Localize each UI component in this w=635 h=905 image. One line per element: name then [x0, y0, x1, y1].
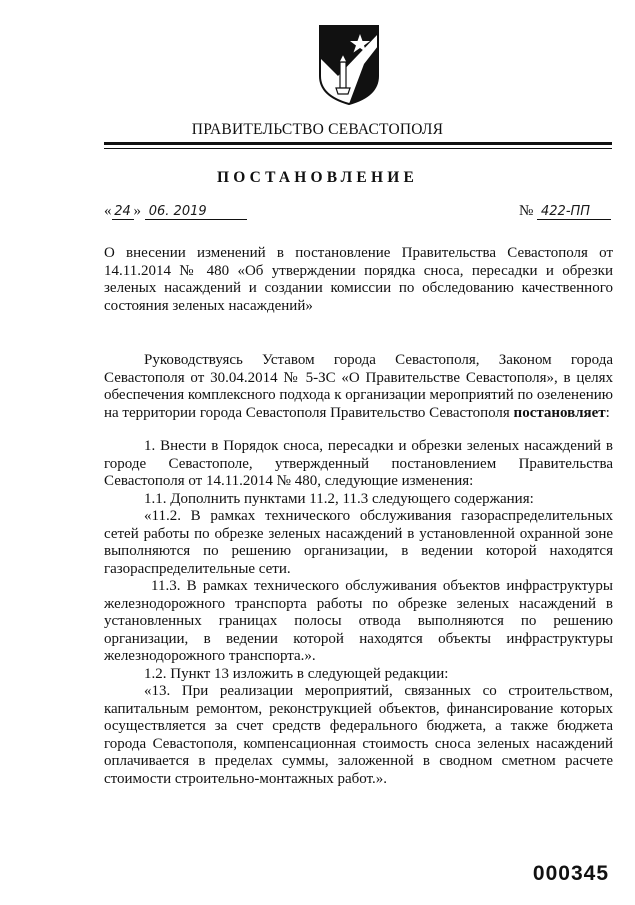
paragraph-11-2: «11.2. В рамках технического обслуживания газораспределительных сетей работы по обрезке зеленых насаждений в установленной охранной зоне выполняются по решению организации, в ведении которой находятся газораспределительные сети.	[104, 508, 613, 577]
government-title: ПРАВИТЕЛЬСТВО СЕВАСТОПОЛЯ	[191, 121, 444, 138]
header-rule-thin	[104, 148, 612, 149]
document-body	[104, 352, 613, 788]
paragraph-1-1: 1.1. Дополнить пунктами 11.2, 11.3 следующего содержания:	[144, 490, 534, 507]
date-month-year: 06. 2019	[145, 204, 247, 220]
preamble-keyword: постановляет	[513, 404, 606, 421]
document-type-heading: ПОСТАНОВЛЕНИЕ	[216, 169, 419, 186]
number-value: 422-ПП	[537, 204, 611, 220]
number-prefix: №	[518, 203, 534, 219]
preamble-text: Руководствуясь Уставом города Севастополя, Законом города Севастополя от 30.04.2014 № 5-ЗС «О Правительстве Севастополя», в целях обеспечения комплексного подхода к организации мероприятий по озеленению на территории города Севастополя Правительство Севастополя	[104, 352, 613, 421]
coat-of-arms-icon	[318, 24, 380, 106]
paragraph-13: «13. При реализации мероприятий, связанных со строительством, капитальным ремонтом, реконструкцией объектов, финансирование которых осуществляется за счет средств федерального бюджета, а также бюджета города Севастополя, компенсационная стоимость сноса зеленых насаждений оплачивается в пределах суммы, заложенной в сводном сметном расчете стоимости строительно-монтажных работ.».	[104, 683, 613, 787]
paragraph-1-2: 1.2. Пункт 13 изложить в следующей редакции:	[144, 665, 449, 682]
serial-number: 000345	[532, 862, 609, 885]
preamble-paragraph	[104, 352, 613, 422]
paragraph-11-3: 11.3. В рамках технического обслуживания объектов инфраструктуры железнодорожного транспорта работы по обрезке зеленых насаждений в установленных границах полосы отвода выполняются по решению организации, в ведении которой находятся объекты инфраструктуры железнодорожного транспорта.».	[104, 578, 613, 664]
date-day: 24	[112, 204, 134, 220]
document-number	[519, 203, 611, 220]
paragraph-1: 1. Внести в Порядок сноса, пересадки и обрезки зеленых насаждений в городе Севастополе, утвержденный постановлением Правительства Севастополя от 14.11.2014 № 480, следующие изменения:	[104, 438, 613, 489]
date-open-quote: «	[104, 203, 112, 219]
document-subject: О внесении изменений в постановление Правительства Севастополя от 14.11.2014 № 480 «Об утверждении порядка сноса, пересадки и обрезки зеленых насаждений и создании комиссии по обследованию качественного состояния зеленых насаждений»	[104, 245, 613, 314]
date-close-quote: »	[133, 203, 141, 219]
preamble-colon: :	[605, 404, 610, 421]
document-date	[104, 203, 247, 220]
header-rule-thick	[104, 142, 612, 145]
